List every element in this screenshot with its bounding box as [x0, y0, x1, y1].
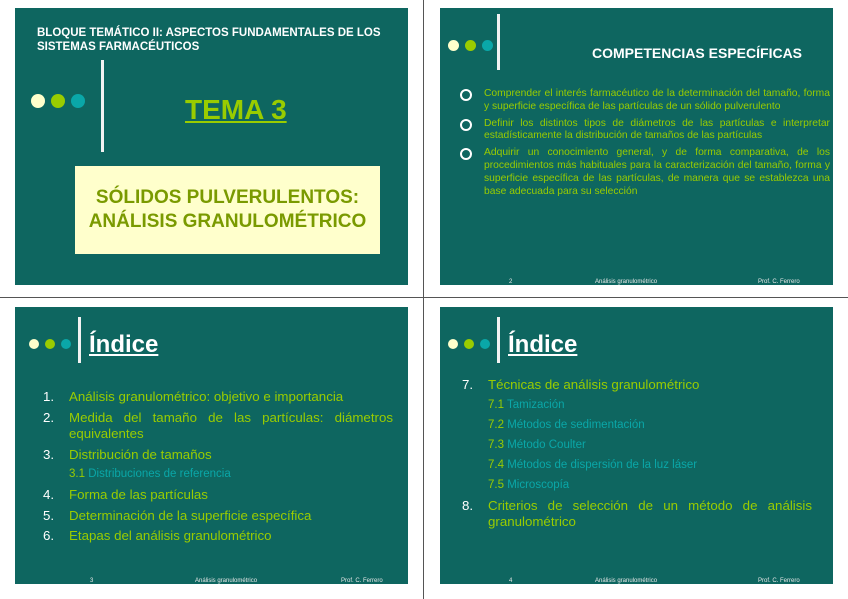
slide-2: [440, 8, 833, 285]
circle-bullet-icon: [460, 89, 472, 101]
list-item: Adquirir un conocimiento general, y de forma comparativa, de los procedimientos más habituales para la caracterización del tamaño, forma y superficie específica de las partículas, de manera que se establezca una base adecuada para su selección: [456, 147, 830, 198]
index-item: 5. Determinación de la superficie específica: [43, 507, 312, 523]
list-item: Comprender el interés farmacéutico de la determinación del tamaño, forma y superficie específica de las partículas de un sólido pulverulento: [456, 88, 830, 114]
vertical-divider: [423, 0, 424, 599]
decorative-dots: [29, 339, 71, 349]
index-item: 8. Criterios de selección de un método de análisis granulométrico: [462, 497, 812, 529]
footer-subject: Análisis granulométrico: [195, 578, 258, 584]
decorative-dots: [31, 94, 85, 108]
index-title: Índice: [89, 331, 159, 358]
cream-dot-icon: [448, 40, 459, 51]
index-item: 4. Forma de las partículas: [43, 487, 208, 502]
index-item: 6. Etapas del análisis granulométrico: [43, 528, 272, 543]
green-dot-icon: [465, 40, 476, 51]
index-list: [43, 389, 393, 549]
decorative-dots: [448, 339, 490, 349]
footer-subject: Análisis granulométrico: [595, 578, 658, 584]
footer-subject: Análisis granulométrico: [595, 279, 658, 285]
slide-title: COMPETENCIAS ESPECÍFICAS: [591, 45, 803, 61]
title-separator: [78, 317, 81, 363]
topic-line-2: ANÁLISIS GRANULOMÉTRICO: [88, 211, 367, 232]
list-item: Definir los distintos tipos de diámetros de las partículas e interpretar estadísticamente la distribución de tamaños de las partículas: [456, 118, 830, 144]
page-number: 4: [509, 578, 513, 584]
decorative-dots: [448, 40, 493, 51]
index-subitem: 7.2 Métodos de sedimentación: [488, 418, 645, 431]
teal-dot-icon: [480, 339, 490, 349]
green-dot-icon: [464, 339, 474, 349]
index-subitem: 7.5 Microscopía: [488, 478, 570, 491]
teal-dot-icon: [482, 40, 493, 51]
cream-dot-icon: [448, 339, 458, 349]
index-item: 7. Técnicas de análisis granulométrico: [462, 377, 700, 392]
circle-bullet-icon: [460, 119, 472, 131]
block-header: BLOQUE TEMÁTICO II: ASPECTOS FUNDAMENTALES DE LOS SISTEMAS FARMACÉUTICOS: [37, 27, 381, 53]
green-dot-icon: [51, 94, 65, 108]
index-title: Índice: [508, 331, 578, 358]
horizontal-divider: [0, 297, 848, 298]
competencies-list: [456, 88, 830, 202]
slide-3: [15, 307, 408, 584]
cream-dot-icon: [29, 339, 39, 349]
index-subitem: 7.1 Tamización: [488, 398, 565, 411]
index-subitem: 3.1 Distribuciones de referencia: [69, 468, 231, 480]
footer-author: Prof. C. Ferrero: [341, 578, 383, 584]
cream-dot-icon: [31, 94, 45, 108]
title-separator: [497, 317, 500, 363]
index-list: [462, 377, 812, 535]
index-subitem: 7.4 Métodos de dispersión de la luz láser: [488, 458, 698, 471]
index-item: 3. Distribución de tamaños: [43, 446, 212, 462]
circle-bullet-icon: [460, 148, 472, 160]
teal-dot-icon: [61, 339, 71, 349]
topic-line-1: SÓLIDOS PULVERULENTOS:: [95, 187, 360, 208]
index-item: 2. Medida del tamaño de las partículas: diámetros equivalentes: [43, 409, 393, 441]
footer-author: Prof. C. Ferrero: [758, 279, 800, 285]
green-dot-icon: [45, 339, 55, 349]
index-item: 1. Análisis granulométrico: objetivo e importancia: [43, 389, 344, 404]
title-separator: [497, 14, 500, 70]
slide-4: [440, 307, 833, 584]
teal-dot-icon: [71, 94, 85, 108]
tema-title: TEMA 3: [185, 94, 287, 125]
page-number: 3: [90, 578, 94, 584]
index-subitem: 7.3 Método Coulter: [488, 438, 586, 451]
page-number: 2: [509, 279, 513, 285]
slide-1: [15, 8, 408, 285]
footer-author: Prof. C. Ferrero: [758, 578, 800, 584]
topic-box: [75, 166, 380, 254]
title-separator: [101, 60, 104, 152]
